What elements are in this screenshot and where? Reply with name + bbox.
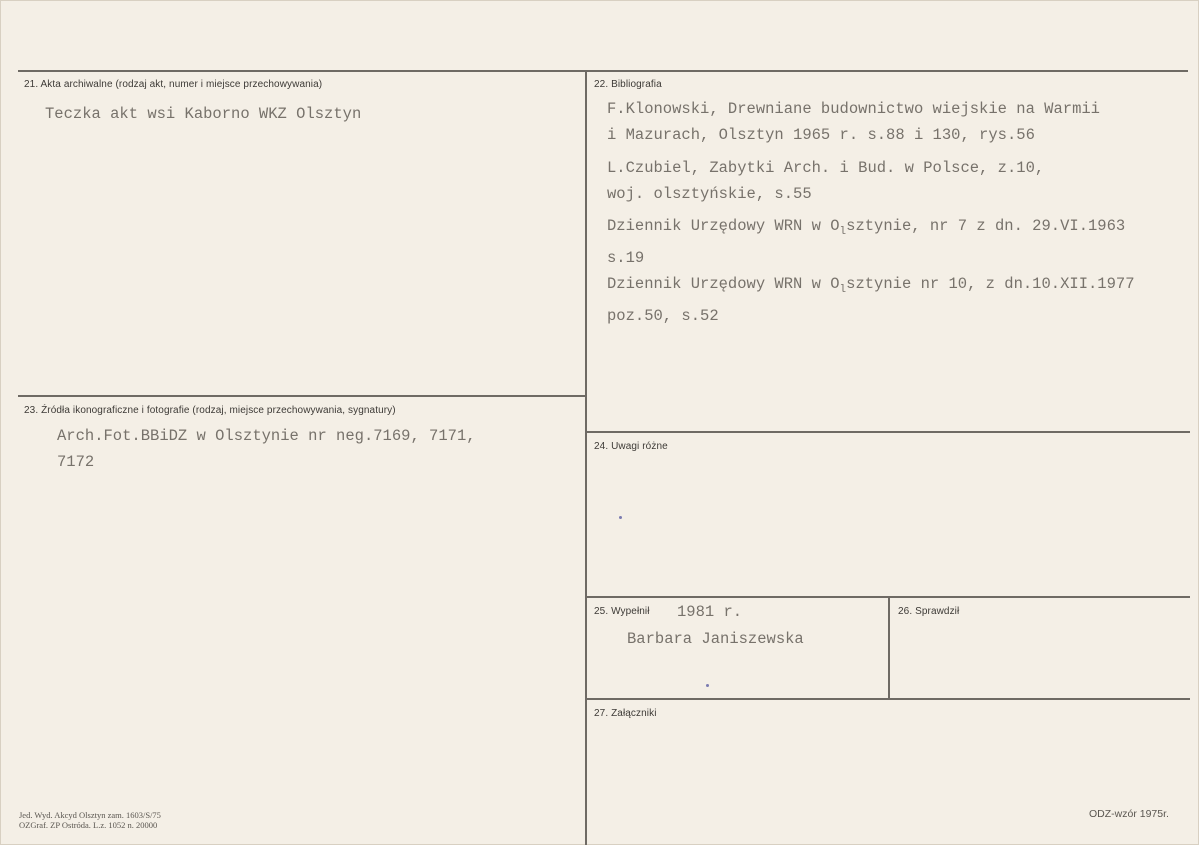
section-24-label: 24. Uwagi różne (594, 441, 668, 452)
section-21-label: 21. Akta archiwalne (rodzaj akt, numer i miejsce przechowywania) (24, 79, 323, 90)
rule-21-23 (18, 395, 586, 397)
printer-imprint-line: OZGraf. ZP Ostróda. L.z. 1052 n. 20000 (19, 820, 158, 830)
rule-25-27 (586, 698, 1190, 700)
section-22-label: 22. Bibliografia (594, 79, 662, 90)
divider-25-26 (888, 597, 890, 699)
section-26-label: 26. Sprawdził (898, 606, 960, 617)
bibliography-line: poz.50, s.52 (607, 307, 719, 325)
section-21-text: Teczka akt wsi Kaborno WKZ Olsztyn (45, 105, 362, 123)
center-divider (585, 70, 587, 845)
bibliography-correction: l (839, 226, 847, 238)
bibliography-text: sztynie nr 10, z dn.10.XII.1977 (846, 275, 1135, 293)
section-23-label: 23. Źródła ikonograficzne i fotografie (rodzaj, miejsce przechowywania, sygnatury) (24, 405, 396, 416)
bibliography-text: Dziennik Urzędowy WRN w O (607, 217, 840, 235)
bibliography-entry (607, 96, 1100, 148)
bibliography-line (607, 271, 1135, 303)
bibliography-correction: l (839, 284, 847, 296)
section-23-line: Arch.Fot.BBiDZ w Olsztynie nr neg.7169, 7171, (57, 427, 476, 445)
bibliography-line (607, 213, 1125, 245)
top-rule (18, 70, 1188, 72)
printer-imprint (19, 810, 161, 830)
bibliography-entry (607, 271, 1135, 329)
bibliography-entry (607, 155, 1044, 207)
bibliography-text: Dziennik Urzędowy WRN w O (607, 275, 840, 293)
rule-22-24 (586, 431, 1190, 433)
section-23-text (57, 423, 476, 475)
bibliography-entry (607, 213, 1125, 271)
section-25-year: 1981 r. (677, 603, 743, 621)
printer-imprint-line: Jed. Wyd. Akcyd Olsztyn zam. 1603/S/75 (19, 810, 161, 820)
section-27-label: 27. Załączniki (594, 708, 657, 719)
bibliography-line: s.19 (607, 249, 645, 267)
bibliography-line: woj. olsztyńskie, s.55 (607, 185, 812, 203)
section-23-line: 7172 (57, 453, 95, 471)
bibliography-line: L.Czubiel, Zabytki Arch. i Bud. w Polsce, z.10, (607, 159, 1045, 177)
bibliography-line: F.Klonowski, Drewniane budownictwo wiejskie na Warmii (607, 100, 1100, 118)
bibliography-text: sztynie, nr 7 z dn. 29.VI.1963 (846, 217, 1126, 235)
ink-speck (706, 684, 709, 687)
form-version: ODZ-wzór 1975r. (1089, 808, 1169, 820)
section-25-name: Barbara Janiszewska (627, 630, 804, 648)
bibliography-line: i Mazurach, Olsztyn 1965 r. s.88 i 130, rys.56 (607, 126, 1035, 144)
ink-speck (619, 516, 622, 519)
section-25-label: 25. Wypełnił (594, 606, 650, 617)
